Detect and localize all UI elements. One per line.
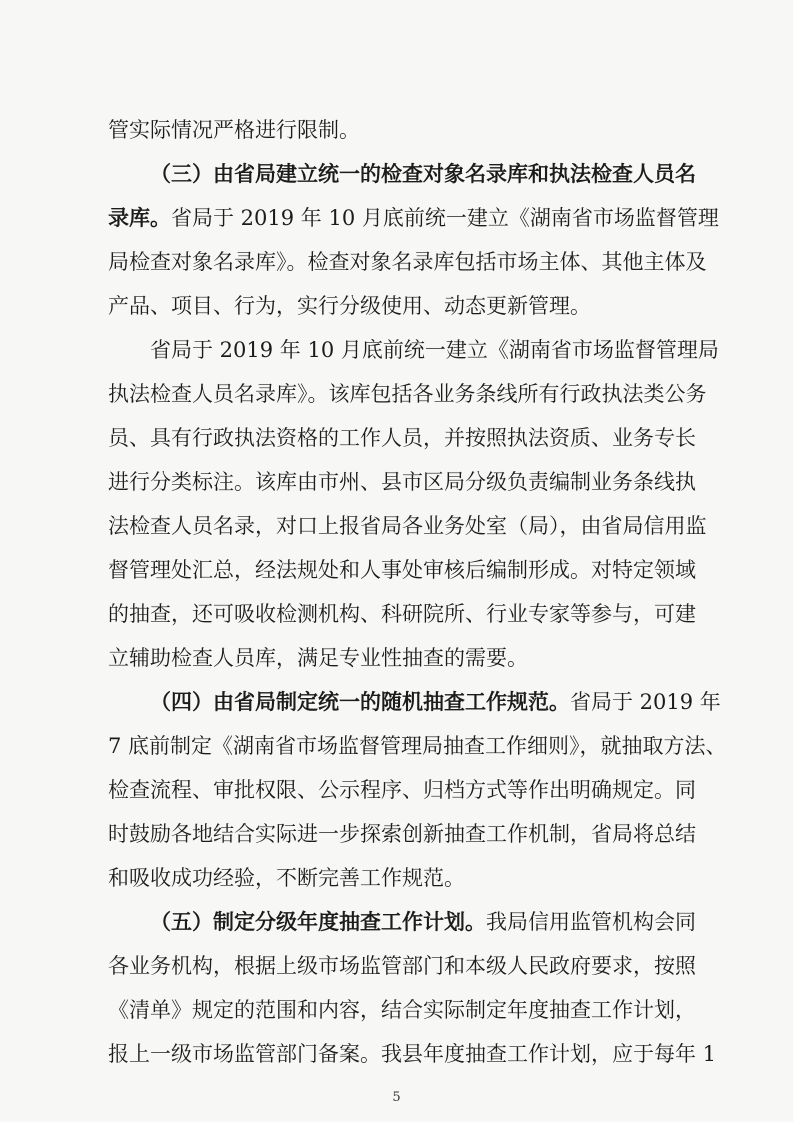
section-heading-4: （四）由省局制定统一的随机抽查工作规范。省局于 2019 年: [150, 689, 721, 714]
text-line: 各业务机构，根据上级市场监管部门和本级人民政府要求，按照: [108, 954, 696, 978]
text-line: 省局于 2019 年 10 月底前统一建立《湖南省市场监督管理局: [150, 338, 719, 362]
text-line: 立辅助检查人员库，满足专业性抽查的需要。: [108, 646, 528, 670]
text-line: 局检查对象名录库》。检查对象名录库包括市场主体、其他主体及: [108, 250, 707, 274]
text-line: 7 底前制定《湖南省市场监督管理局抽查工作细则》，就抽取方法、: [108, 734, 727, 758]
text-line: 产品、项目、行为，实行分级使用、动态更新管理。: [108, 294, 591, 318]
text-line: 法检查人员名录，对口上报省局各业务处室（局），由省局信用监: [108, 514, 707, 538]
text-line: 员、具有行政执法资格的工作人员，并按照执法资质、业务专长: [108, 426, 696, 450]
text-line: 和吸收成功经验，不断完善工作规范。: [108, 866, 465, 890]
text-line: 检查流程、审批权限、公示程序、归档方式等作出明确规定。同: [108, 778, 696, 802]
section-heading-5: （五）制定分级年度抽查工作计划。我局信用监管机构会同: [150, 909, 696, 934]
text-line: 执法检查人员名录库》。该库包括各业务条线所有行政执法类公务: [108, 382, 707, 406]
text-line: 进行分类标注。该库由市州、县市区局分级负责编制业务条线执: [108, 470, 696, 494]
text-line: 《清单》规定的范围和内容，结合实际制定年度抽查工作计划，: [108, 998, 696, 1022]
section-heading-3: （三）由省局建立统一的检查对象名录库和执法检查人员名: [150, 161, 696, 186]
text-line: 管实际情况严格进行限制。: [108, 118, 360, 142]
text-line: 的抽查，还可吸收检测机构、科研院所、行业专家等参与，可建: [108, 602, 696, 626]
text-line: 报上一级市场监管部门备案。我县年度抽查工作计划，应于每年 1: [108, 1042, 717, 1066]
page-number: 5: [392, 1090, 401, 1105]
text-line: 时鼓励各地结合实际进一步探索创新抽查工作机制，省局将总结: [108, 822, 696, 846]
text-line: 录库。省局于 2019 年 10 月底前统一建立《湖南省市场监督管理: [108, 205, 719, 230]
text-line: 督管理处汇总，经法规处和人事处审核后编制形成。对特定领域: [108, 558, 696, 582]
